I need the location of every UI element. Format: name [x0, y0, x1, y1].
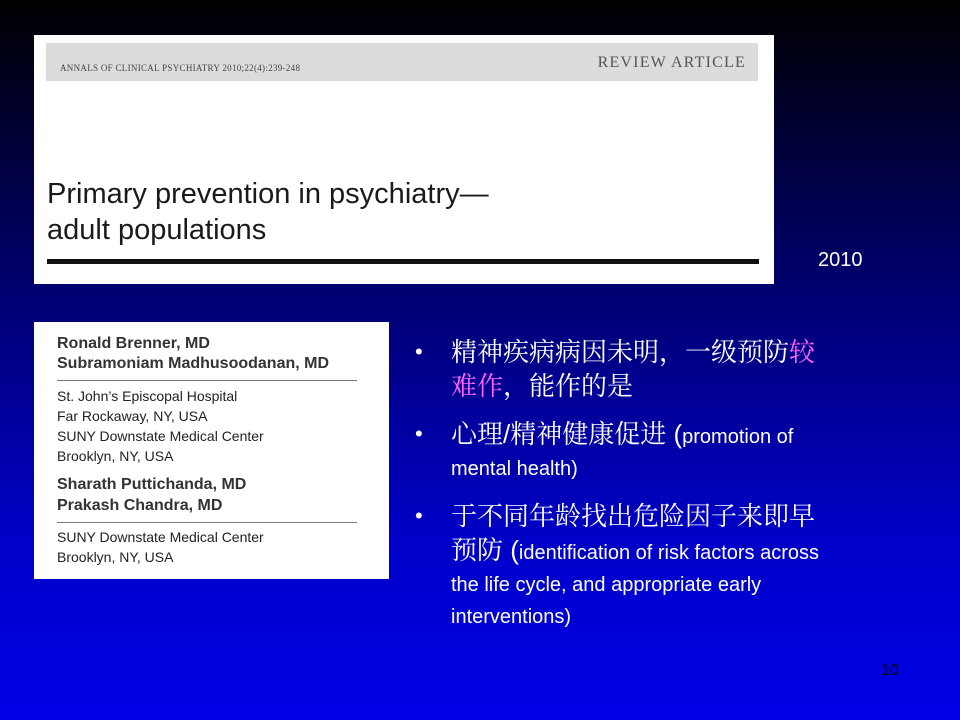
title-rule	[47, 259, 759, 264]
highlight-text: 难作	[451, 371, 504, 401]
affiliation-line: Brooklyn, NY, USA	[57, 448, 174, 464]
bullet-marker: •	[415, 503, 423, 528]
author-name: Prakash Chandra, MD	[57, 497, 223, 514]
author-name: Ronald Brenner, MD	[57, 335, 210, 352]
journal-bar	[46, 43, 758, 81]
text-run-en: mental health)	[451, 458, 578, 480]
bullet-marker: •	[415, 421, 423, 446]
bullet-text-mixed	[451, 417, 915, 453]
article-header-image	[34, 35, 774, 284]
highlight-text: 较	[789, 337, 816, 367]
article-type-label: REVIEW ARTICLE	[597, 54, 746, 71]
author-name: Sharath Puttichanda, MD	[57, 476, 247, 493]
paren-open: (	[666, 419, 683, 449]
bullet-text-mixed	[451, 533, 915, 569]
divider	[57, 522, 357, 523]
affiliation-line: SUNY Downstate Medical Center	[57, 529, 264, 545]
article-title	[47, 176, 747, 248]
bullet-list	[415, 335, 915, 633]
text-run: ，能作的是	[503, 371, 634, 401]
text-run: 预防	[451, 535, 504, 565]
text-run-en: interventions)	[451, 606, 572, 628]
text-run-en: identification of risk factors across	[518, 542, 820, 564]
bullet-marker: •	[415, 339, 423, 364]
text-run: 心理/精神健康促进	[451, 419, 667, 449]
article-title-line-1: Primary prevention in psychiatry—	[47, 178, 489, 210]
year-label: 2010	[818, 249, 863, 271]
journal-citation: ANNALS OF CLINICAL PSYCHIATRY 2010;22(4):239-248	[60, 63, 301, 73]
bullet-text-zh	[451, 335, 915, 369]
bullet-text-zh	[451, 369, 915, 403]
author-name: Subramoniam Madhusoodanan, MD	[57, 355, 330, 372]
divider	[57, 380, 357, 381]
authors-image	[34, 322, 389, 579]
text-run-en: the life cycle, and appropriate early	[451, 574, 762, 596]
bullet-item	[415, 335, 915, 403]
bullet-item	[415, 417, 915, 485]
affiliation-line: Brooklyn, NY, USA	[57, 549, 174, 565]
bullet-text-zh: 于不同年龄找出危险因子来即早	[451, 501, 816, 531]
text-run-en: promotion of	[682, 426, 794, 448]
article-title-line-2: adult populations	[47, 214, 267, 246]
bullet-item	[415, 499, 915, 633]
page-number: 10	[881, 662, 899, 679]
affiliation-line: Far Rockaway, NY, USA	[57, 408, 208, 424]
affiliation-line: St. John’s Episcopal Hospital	[57, 388, 238, 404]
affiliation-line: SUNY Downstate Medical Center	[57, 428, 264, 444]
paren-open: (	[503, 535, 519, 565]
text-run: 精神疾病病因未明，一级预防	[451, 337, 790, 367]
